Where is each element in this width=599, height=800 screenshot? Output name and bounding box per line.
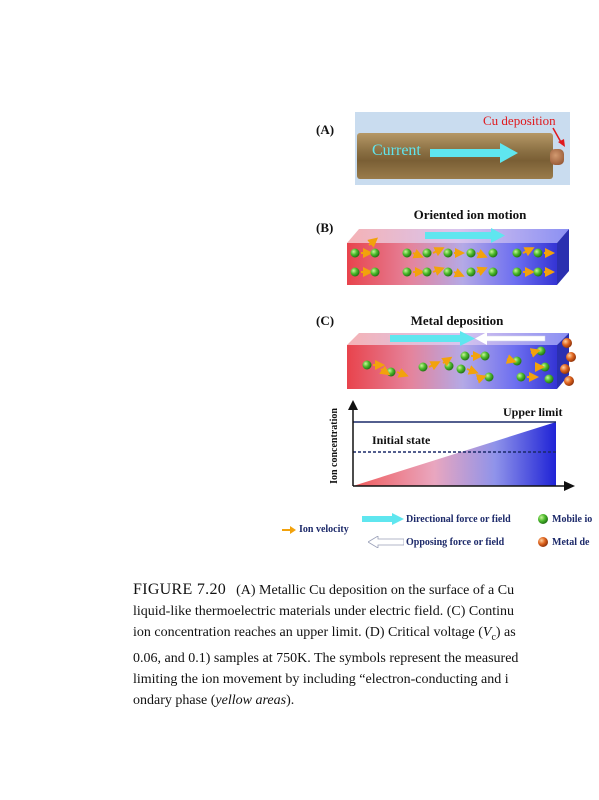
metal-deposition-legend-label: Metal de xyxy=(552,537,590,548)
cu-deposit-tip xyxy=(550,149,564,165)
opposing-force-legend-icon xyxy=(368,536,404,548)
figure-caption xyxy=(133,579,599,711)
caption-line-2: liquid-like thermoelectric materials under electric field. (C) Continu xyxy=(133,604,514,619)
caption-line-4: 0.06, and 0.1) samples at 750K. The symbols represent the measured xyxy=(133,650,519,666)
ion-velocity-legend-icon xyxy=(282,524,296,536)
initial-state-label: Initial state xyxy=(372,433,431,447)
ion-velocity-legend-label: Ion velocity xyxy=(299,524,349,535)
caption-line-5: limiting the ion movement by including “electron-conducting and i xyxy=(133,671,509,687)
figure-number: FIGURE 7.20 xyxy=(133,581,227,598)
current-label: Current xyxy=(372,142,421,159)
directional-force-legend-label: Directional force or field xyxy=(406,514,511,525)
upper-limit-label: Upper limit xyxy=(503,405,563,419)
current-arrow-icon xyxy=(430,143,520,163)
opposing-force-legend-label: Opposing force or field xyxy=(406,537,505,548)
caption-line-3: ion concentration reaches an upper limit. (D) Critical voltage $(V_c)$ as xyxy=(133,625,516,643)
cu-deposition-pointer-icon xyxy=(550,126,570,150)
y-axis-label: Ion concentration xyxy=(329,408,340,484)
panel-c-label: (C) xyxy=(316,313,335,328)
panel-b-label: (B) xyxy=(316,220,334,235)
mobile-ion-legend-label: Mobile io xyxy=(552,514,593,525)
cu-deposition-label: Cu deposition xyxy=(483,113,556,128)
panel-c-title: Metal deposition xyxy=(410,313,504,328)
mobile-ion-legend-icon xyxy=(537,513,549,525)
oriented-ion-bar xyxy=(345,225,570,287)
caption-line-6: ondary phase (yellow areas). xyxy=(133,692,295,708)
caption-line-1: FIGURE 7.20 (A) Metallic Cu deposition on the surface of a Cu xyxy=(133,581,515,598)
directional-force-legend-icon xyxy=(362,513,404,525)
panel-b-title: Oriented ion motion xyxy=(413,207,527,222)
metal-deposition-bar xyxy=(345,329,577,391)
panel-a-label: (A) xyxy=(316,122,335,137)
metal-deposition-legend-icon xyxy=(537,536,549,548)
